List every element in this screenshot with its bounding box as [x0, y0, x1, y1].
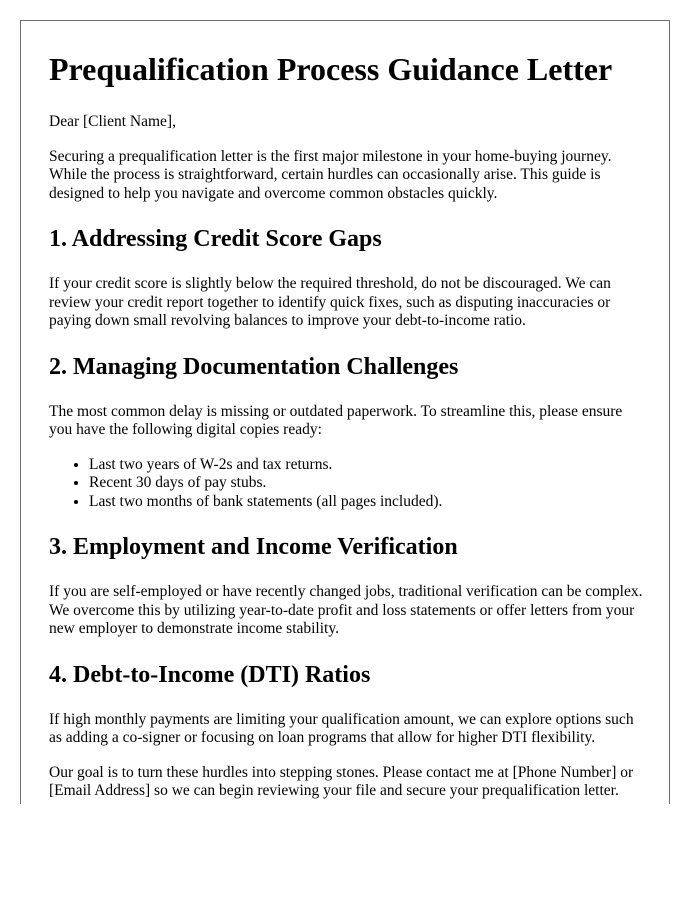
section-body-employment: If you are self-employed or have recently changed jobs, traditional verification can be complex. We overcome this by utilizing year-to-date profit and loss statements or offer letters from your new employer to demonstrate income stability.: [49, 583, 643, 637]
section-body-credit: If your credit score is slightly below the required threshold, do not be discouraged. We can review your credit report together to identify quick fixes, such as disputing inaccuracies or paying down small revolving balances to improve your debt-to-income ratio.: [49, 275, 611, 329]
salutation: Dear [Client Name],: [49, 113, 176, 130]
section-heading-documentation: 2. Managing Documentation Challenges: [49, 353, 459, 380]
page-title: Prequalification Process Guidance Letter: [49, 51, 613, 87]
list-item: • Last two months of bank statements (all pages included).: [89, 493, 649, 512]
section-body-documentation: The most common delay is missing or outdated paperwork. To streamline this, please ensure you have the following digital copies ready:: [49, 402, 623, 438]
letter-page: [20, 20, 670, 804]
intro-paragraph: Securing a prequalification letter is the first major milestone in your home-buying journey. While the process is straightforward, certain hurdles can occasionally arise. This guide is designed to help you navigate and overcome common obstacles quickly.: [49, 147, 612, 202]
section-heading-employment: 3. Employment and Income Verification: [49, 534, 458, 560]
section-heading-dti: 4. Debt-to-Income (DTI) Ratios: [49, 661, 371, 688]
section-heading-credit: 1. Addressing Credit Score Gaps: [49, 226, 382, 252]
closing-paragraph: Our goal is to turn these hurdles into stepping stones. Please contact me at [Phone Number] or [Email Address] so we can begin reviewing your file and secure your prequalification letter.: [49, 763, 634, 799]
list-item: • Recent 30 days of pay stubs.: [89, 474, 649, 493]
section-body-dti: If high monthly payments are limiting your qualification amount, we can explore options such as adding a co-signer or focusing on loan programs that allow for higher DTI flexibility.: [49, 710, 634, 746]
documentation-list: [49, 456, 649, 512]
list-item: • Last two years of W-2s and tax returns.: [89, 456, 649, 475]
